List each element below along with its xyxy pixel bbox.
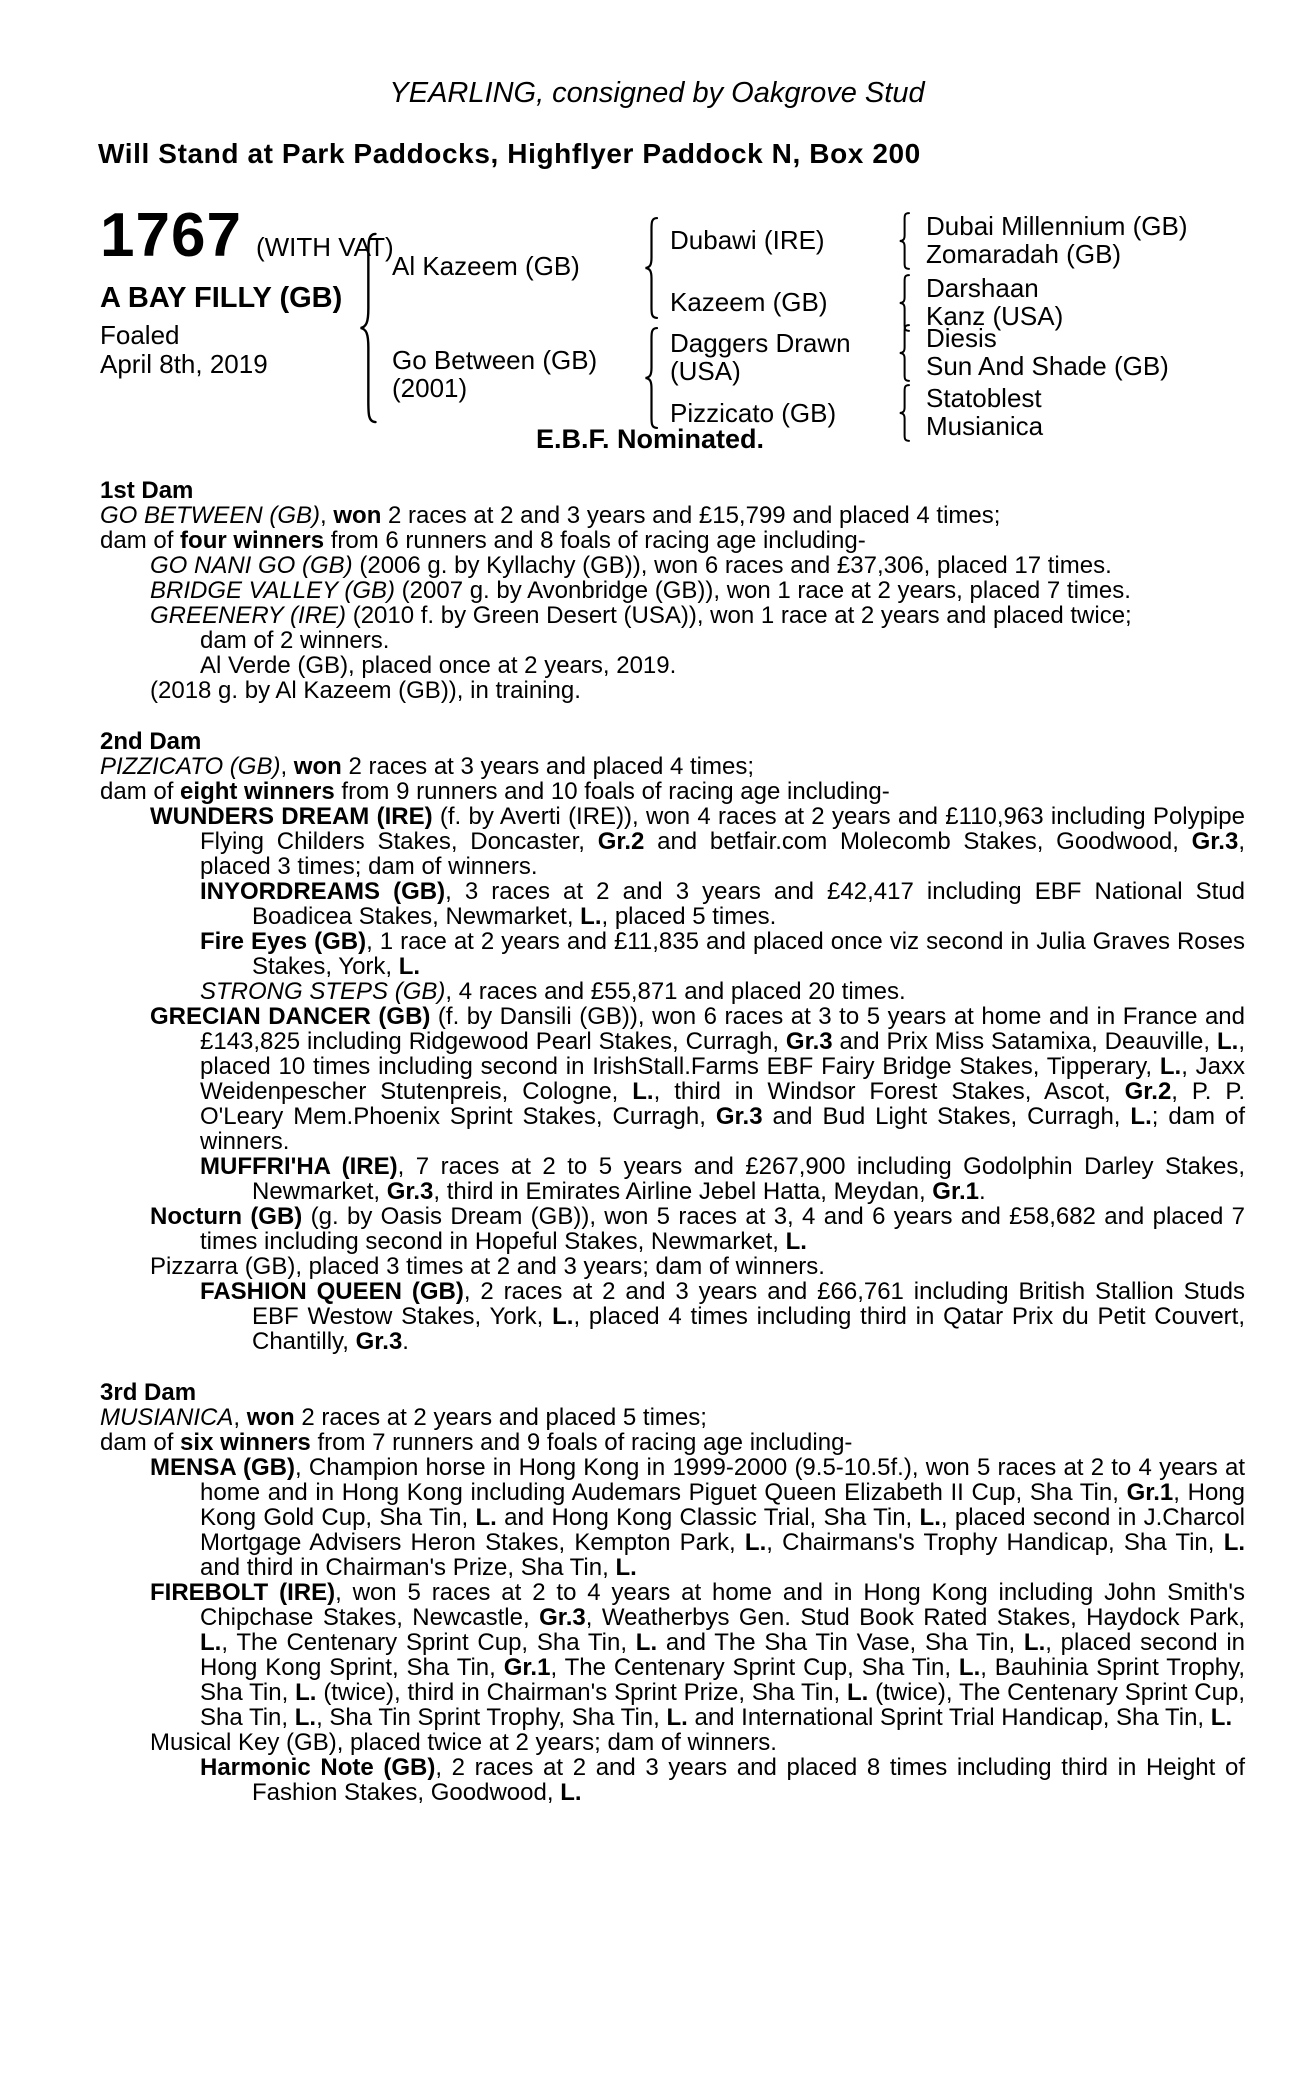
pedigree-brace-gen1 (356, 230, 382, 426)
pedigree-grandparents-pair3 (926, 324, 1169, 380)
pedigree-paragraph (100, 603, 1245, 628)
text-run: Nocturn (GB) (150, 1203, 303, 1230)
pedigree-paragraph (100, 578, 1245, 603)
pedigree-paragraph (100, 1279, 1245, 1354)
text-run: , (280, 753, 294, 780)
text-run: , 1 race at 2 years and £11,835 and placed once viz second in Julia Graves Roses Stakes, York, (252, 928, 1245, 980)
lot-number: 1767 (100, 201, 242, 270)
pedigree-gp-name: Sun And Shade (GB) (926, 351, 1169, 381)
text-run: Harmonic Note (GB) (200, 1754, 436, 1781)
text-run: (f. by Dansili (GB)), won 6 races at 3 to 5 years at home and in France and £143,825 including Ridgewood Pearl Stakes, Curragh, (200, 1003, 1245, 1055)
pedigree-brace-gp1 (897, 212, 913, 270)
text-run: , 7 races at 2 to 5 years and £267,900 including Godolphin Darley Stakes, Newmarket, (252, 1153, 1245, 1205)
section-heading: 2nd Dam (100, 728, 202, 755)
text-run: , won 5 races at 2 to 4 years at home and in Hong Kong including John Smith's Chipchase Stakes, Newcastle, (200, 1579, 1245, 1631)
pedigree-sire-sire: Dubawi (IRE) (670, 225, 825, 255)
text-run: , (320, 502, 334, 529)
text-run: MUSIANICA (100, 1404, 234, 1431)
text-run: L. (294, 1704, 317, 1731)
pedigree-block (0, 196, 1314, 468)
text-run: L. (1223, 1529, 1246, 1556)
text-run: Gr.1 (503, 1654, 551, 1681)
text-run: , Bauhinia Sprint Trophy, Sha Tin, (200, 1654, 1245, 1706)
text-run: Gr.3 (785, 1028, 833, 1055)
text-run: 2 races at 3 years and placed 4 times; (341, 753, 755, 780)
text-run: , placed 5 times. (601, 903, 777, 930)
text-run: dam of (100, 1429, 181, 1456)
text-run: eight winners (180, 778, 335, 805)
text-run: L. (744, 1529, 767, 1556)
text-run: four winners (180, 527, 325, 554)
section-heading: 1st Dam (100, 477, 194, 504)
text-run: , placed second in J.Charcol Mortgage Advisers Heron Stakes, Kempton Park, (200, 1504, 1245, 1556)
text-run: Gr.3 (715, 1103, 763, 1130)
text-run: and third in Chairman's Prize, Sha Tin, (200, 1554, 616, 1581)
text-run: Fire Eyes (GB) (200, 928, 367, 955)
lot-row (100, 200, 394, 271)
text-run: and Hong Kong Classic Trial, Sha Tin, (496, 1504, 920, 1531)
text-run: , (233, 1404, 247, 1431)
text-run: FIREBOLT (IRE) (150, 1579, 336, 1606)
text-run: WUNDERS DREAM (IRE) (150, 803, 433, 830)
dam-section (100, 1380, 1245, 1805)
text-run: , Jaxx Weidenpescher Stutenpreis, Cologne, (200, 1053, 1245, 1105)
text-run: L. (635, 1629, 658, 1656)
text-run: , P. P. O'Leary Mem.Phoenix Sprint Stakes, Curragh, (200, 1078, 1245, 1130)
ebf-nominated-note: E.B.F. Nominated. (535, 424, 765, 454)
text-run: L. (1217, 1028, 1239, 1055)
text-run: , Sha Tin Sprint Trophy, Sha Tin, (316, 1704, 667, 1731)
pedigree-dam: Go Between (GB) (392, 345, 598, 375)
vat-note: (WITH VAT) (255, 232, 394, 262)
pedigree-paragraph (100, 503, 1245, 528)
pedigree-paragraph (100, 553, 1245, 578)
pedigree-paragraph (100, 879, 1245, 929)
text-run: Pizzarra (GB), placed 3 times at 2 and 3 years; dam of winners. (150, 1253, 825, 1280)
text-run: , third in Windsor Forest Stakes, Ascot, (653, 1078, 1125, 1105)
text-run: L. (1210, 1704, 1233, 1731)
pedigree-paragraph (100, 1154, 1245, 1204)
text-run: 2 races at 2 and 3 years and £15,799 and placed 4 times; (381, 502, 1001, 529)
text-run: GREENERY (IRE) (150, 602, 347, 629)
text-run: L. (846, 1679, 869, 1706)
text-run: (twice), The Centenary Sprint Cup, Sha Tin, (200, 1679, 1246, 1731)
text-run: ; dam of winners. (200, 1103, 1245, 1155)
pedigree-gp-name: Diesis (926, 323, 997, 353)
text-run: . (402, 1328, 409, 1355)
text-run: (2018 g. by Al Kazeem (GB)), in training. (150, 677, 581, 704)
pedigree-paragraph (100, 1004, 1245, 1154)
pedigree-paragraph (100, 1580, 1245, 1730)
text-run: , third in Emirates Airline Jebel Hatta, Meydan, (433, 1178, 933, 1205)
pedigree-grandparents-pair2 (926, 274, 1063, 330)
text-run: Al Verde (GB), placed once at 2 years, 2019. (200, 652, 677, 679)
text-run: L. (475, 1504, 497, 1531)
text-run: L. (919, 1504, 941, 1531)
dam-section (100, 729, 1245, 1354)
text-run: L. (398, 953, 421, 980)
horse-description: A BAY FILLY (GB) (100, 282, 343, 314)
text-run: , placed 4 times including third in Qatar Prix du Petit Couvert, Chantilly, (252, 1303, 1245, 1355)
text-run: . (979, 1178, 986, 1205)
pedigree-paragraph (100, 1730, 1245, 1755)
text-run: BRIDGE VALLEY (GB) (150, 577, 395, 604)
text-run: PIZZICATO (GB) (100, 753, 281, 780)
pedigree-paragraph (100, 1405, 1245, 1430)
text-run: , Chairmans's Trophy Handicap, Sha Tin, (766, 1529, 1224, 1556)
text-run: L. (200, 1629, 222, 1656)
pedigree-paragraph (100, 653, 1245, 678)
foaled-date: April 8th, 2019 (100, 349, 268, 379)
text-run: STRONG STEPS (GB) (200, 978, 446, 1005)
text-run: and International Sprint Trial Handicap, Sha Tin, (687, 1704, 1211, 1731)
pedigree-paragraph (100, 678, 1245, 703)
text-run: , Weatherbys Gen. Stud Book Rated Stakes, Haydock Park, (585, 1604, 1245, 1631)
pedigree-sire-dam: Kazeem (GB) (670, 287, 828, 317)
pedigree-paragraph (100, 754, 1245, 779)
pedigree-sire: Al Kazeem (GB) (392, 251, 580, 281)
text-run: and Prix Miss Satamixa, Deauville, (832, 1028, 1217, 1055)
text-run: Musical Key (GB), placed twice at 2 years; dam of winners. (150, 1729, 777, 1756)
text-run: from 6 runners and 8 foals of racing age including- (324, 527, 866, 554)
pedigree-paragraph (100, 929, 1245, 979)
text-run: dam of (100, 527, 181, 554)
text-run: , The Centenary Sprint Cup, Sha Tin, (221, 1629, 636, 1656)
text-run: dam of (100, 778, 181, 805)
pedigree-dam-sire-suffix: (USA) (670, 356, 741, 386)
pedigree-gp-name: Musianica (926, 411, 1044, 441)
text-run: dam of 2 winners. (200, 627, 390, 654)
stand-location-line: Will Stand at Park Paddocks, Highflyer Paddock N, Box 200 (98, 138, 921, 169)
text-run: L. (1159, 1053, 1182, 1080)
text-run: L. (1023, 1629, 1046, 1656)
pedigree-paragraph (100, 1755, 1245, 1805)
text-run: (2006 g. by Kyllachy (GB)), won 6 races and £37,306, placed 17 times. (352, 552, 1112, 579)
text-run: , Hong Kong Gold Cup, Sha Tin, (200, 1479, 1245, 1531)
text-run: won (293, 753, 342, 780)
pedigree-gp-name: Kanz (USA) (926, 301, 1064, 331)
pedigree-grandparents-pair1 (926, 212, 1188, 268)
text-run: GRECIAN DANCER (GB) (150, 1003, 431, 1030)
text-run: , The Centenary Sprint Cup, Sha Tin, (550, 1654, 959, 1681)
text-run: Gr.2 (1124, 1078, 1172, 1105)
text-run: L. (958, 1654, 981, 1681)
text-run: (2007 g. by Avonbridge (GB)), won 1 race at 2 years, placed 7 times. (394, 577, 1131, 604)
text-run: Gr.3 (355, 1328, 403, 1355)
text-run: FASHION QUEEN (GB) (200, 1278, 464, 1305)
dam-section (100, 478, 1245, 703)
text-run: MENSA (GB) (150, 1454, 295, 1481)
text-run: , 2 races at 2 and 3 years and placed 8 times including third in Height of Fashion Stakes, Goodwood, (252, 1754, 1245, 1806)
pedigree-gp-name: Darshaan (926, 273, 1039, 303)
text-run: GO NANI GO (GB) (150, 552, 353, 579)
pedigree-paragraph (100, 528, 1245, 553)
text-run: Gr.3 (1191, 828, 1239, 855)
text-run: , 2 races at 2 and 3 years and £66,761 including British Stallion Studs EBF Westow Stakes, York, (252, 1278, 1246, 1330)
text-run: from 9 runners and 10 foals of racing age including- (334, 778, 890, 805)
text-run: and The Sha Tin Vase, Sha Tin, (657, 1629, 1024, 1656)
pedigree-paragraph (100, 1254, 1245, 1279)
consignor-title: YEARLING, consigned by Oakgrove Stud (389, 77, 925, 109)
text-run: (twice), third in Chairman's Sprint Prize, Sha Tin, (316, 1679, 847, 1706)
text-run: , placed second in Hong Kong Sprint, Sha Tin, (200, 1629, 1246, 1681)
text-run: L. (580, 903, 602, 930)
catalogue-page (0, 76, 1314, 2076)
text-run: L. (785, 1228, 807, 1255)
text-run: L. (632, 1078, 654, 1105)
text-run: won (246, 1404, 295, 1431)
text-run: , Champion horse in Hong Kong in 1999-2000 (9.5-10.5f.), won 5 races at 2 to 4 years at home and in Hong Kong including Audemars Piguet Queen Elizabeth II Cup, Sha Tin, (200, 1454, 1246, 1506)
pedigree-dam-year: (2001) (392, 373, 468, 403)
text-run: Gr.3 (539, 1604, 586, 1631)
text-run: from 7 runners and 9 foals of racing age including- (310, 1429, 853, 1456)
text-run: 2 races at 2 years and placed 5 times; (294, 1404, 707, 1431)
pedigree-gp-name: Dubai Millennium (GB) (926, 211, 1188, 241)
pedigree-text-sections (100, 478, 1245, 1805)
pedigree-dam-sire: Daggers Drawn (670, 328, 851, 358)
text-run: Gr.2 (597, 828, 645, 855)
pedigree-brace-sire (642, 216, 662, 320)
text-run: L. (615, 1554, 637, 1581)
text-run: L. (560, 1779, 582, 1806)
pedigree-gp-name: Statoblest (926, 383, 1042, 413)
pedigree-gp-name: Zomaradah (GB) (926, 239, 1122, 269)
pedigree-paragraph (100, 1455, 1245, 1580)
text-run: INYORDREAMS (GB) (200, 878, 446, 905)
text-run: Gr.1 (932, 1178, 979, 1205)
text-run: L. (552, 1303, 574, 1330)
text-run: six winners (180, 1429, 311, 1456)
text-run: (g. by Oasis Dream (GB)), won 5 races at 3, 4 and 6 years and £58,682 and placed 7 times including second in Hopeful Stakes, Newmarket, (200, 1203, 1245, 1255)
text-run: , 3 races at 2 and 3 years and £42,417 including EBF National Stud Boadicea Stakes, Newmarket, (252, 878, 1245, 930)
text-run: , 4 races and £55,871 and placed 20 times. (445, 978, 906, 1005)
text-run: L. (666, 1704, 688, 1731)
text-run: and Bud Light Stakes, Curragh, (762, 1103, 1131, 1130)
text-run: and betfair.com Molecomb Stakes, Goodwood, (644, 828, 1192, 855)
pedigree-dam-dam: Pizzicato (GB) (670, 398, 837, 428)
text-run: (f. by Averti (IRE)), won 4 races at 2 years and £110,963 including Polypipe Flying Childers Stakes, Doncaster, (200, 803, 1245, 855)
text-run: (2010 f. by Green Desert (USA)), won 1 race at 2 years and placed twice; (346, 602, 1132, 629)
text-run: won (333, 502, 382, 529)
section-heading: 3rd Dam (100, 1379, 197, 1406)
pedigree-paragraph (100, 779, 1245, 804)
text-run: , placed 10 times including second in IrishStall.Farms EBF Fairy Bridge Stakes, Tipperary, (200, 1028, 1245, 1080)
text-run: Gr.3 (386, 1178, 434, 1205)
pedigree-brace-gp3 (897, 324, 913, 382)
pedigree-paragraph (100, 804, 1245, 879)
text-run: , placed 3 times; dam of winners. (200, 828, 1245, 880)
pedigree-paragraph (100, 979, 1245, 1004)
pedigree-brace-dam (642, 326, 662, 430)
pedigree-paragraph (100, 1430, 1245, 1455)
pedigree-paragraph (100, 628, 1245, 653)
text-run: GO BETWEEN (GB) (100, 502, 321, 529)
pedigree-paragraph (100, 1204, 1245, 1254)
text-run: L. (1130, 1103, 1152, 1130)
text-run: Gr.1 (1126, 1479, 1174, 1506)
text-run: L. (295, 1679, 317, 1706)
text-run: MUFFRI'HA (IRE) (200, 1153, 398, 1180)
foaled-label: Foaled (100, 320, 180, 350)
